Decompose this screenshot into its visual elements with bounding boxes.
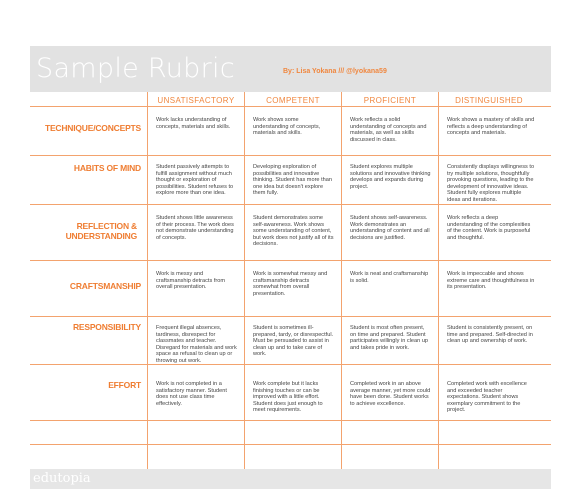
row-label-habits-of-mind: HABITS OF MIND	[73, 163, 141, 173]
author-byline: By: Lisa Yokana /// @lyokana59	[283, 68, 387, 75]
rubric-table	[30, 92, 551, 469]
grid-line	[30, 155, 551, 156]
column-header-proficient: PROFICIENT	[363, 96, 417, 105]
grid-line	[30, 204, 551, 205]
rubric-cell: Student shows self-awareness. Work demonstrates an understanding of content and all decisions are justified.	[350, 215, 430, 241]
rubric-cell: Developing exploration of possibilities and innovative thinking. Student has more than one idea but doesn't explore them fully.	[253, 164, 332, 197]
grid-line	[30, 364, 551, 365]
grid-line	[30, 444, 551, 445]
grid-line	[30, 316, 551, 317]
edutopia-logo: edutopia	[33, 471, 91, 486]
rubric-cell: Work is messy and craftsmanship detracts from overall presentation.	[156, 271, 226, 291]
rubric-cell: Work lacks understanding of concepts, materials and skills.	[156, 117, 231, 130]
row-label-responsibility: RESPONSIBILITY	[72, 322, 141, 332]
grid-line	[30, 420, 551, 421]
column-header-unsatisfactory: UNSATISFACTORY	[157, 96, 235, 105]
grid-line	[30, 260, 551, 261]
rubric-sheet	[30, 46, 551, 489]
rubric-cell: Student shows little awareness of their process. The work does not demonstrate understanding of concepts.	[156, 215, 234, 241]
grid-line	[244, 92, 245, 469]
footer-bar	[30, 469, 551, 489]
row-label-reflection: REFLECTION & UNDERSTANDING	[65, 221, 137, 241]
rubric-cell: Work shows a mastery of skills and reflects a deep understanding of concepts and materials.	[447, 117, 535, 137]
rubric-cell: Student is most often present, on time and prepared. Student participates willingly in clean up and takes pride in work.	[350, 325, 429, 351]
rubric-cell: Work shows some understanding of concepts, materials and skills.	[253, 117, 321, 137]
page-title: Sample Rubric	[36, 53, 235, 84]
grid-line	[30, 106, 551, 107]
title-banner	[30, 46, 551, 92]
rubric-cell: Work is impeccable and shows extreme care and thoughtfulness in its presentation.	[447, 271, 535, 291]
rubric-cell: Completed work in an above average manner, yet more could have been done. Student works to achieve excellence.	[350, 381, 431, 407]
rubric-cell: Work is not completed in a satisfactory manner. Student does not use class time effectively.	[156, 381, 227, 407]
rubric-cell: Work reflects a solid understanding of concepts and materials, as well as skills discussed in class.	[350, 117, 427, 143]
rubric-cell: Frequent illegal absences, tardiness, disrespect for classmates and teacher. Disregard for materials and work space as refusal to clean up or throwing out work.	[156, 325, 237, 364]
rubric-cell: Student explores multiple solutions and innovative thinking develops and expands during project.	[350, 164, 431, 190]
grid-line	[341, 92, 342, 469]
row-label-craftsmanship: CRAFTSMANSHIP	[69, 281, 141, 291]
column-header-competent: COMPETENT	[266, 96, 320, 105]
rubric-cell: Student is consistently present, on time and prepared. Self-directed in clean up and ownership of work.	[447, 325, 533, 345]
rubric-cell: Work reflects a deep understanding of the complexities of the content. Work is purposeful and thoughtful.	[447, 215, 531, 241]
column-header-distinguished: DISTINGUISHED	[455, 96, 523, 105]
row-label-technique: TECHNIQUE/CONCEPTS	[44, 123, 141, 133]
rubric-cell: Student is sometimes ill-prepared, tardy, or disrespectful. Must be persuaded to assist in clean up and to take care of work.	[253, 325, 334, 358]
rubric-cell: Completed work with excellence and exceeded teacher expectations. Student shows exemplary commitment to the project.	[447, 381, 527, 414]
row-label-effort: EFFORT	[108, 380, 141, 390]
rubric-cell: Work complete but it lacks finishing touches or can be improved with a little effort. Student does just enough to meet requirements.	[253, 381, 323, 414]
rubric-cell: Work is somewhat messy and craftsmanship detracts somewhat from overall presentation.	[253, 271, 328, 297]
rubric-cell: Consistently displays willingness to try multiple solutions, thoughtfully provoking questions, leading to the development of innovative ideas. Student fully explores multiple ideas and iterations.	[447, 164, 535, 203]
rubric-cell: Student demonstrates some self-awareness. Work shows some understanding of content, but work does not justify all of its decisions.	[253, 215, 334, 248]
grid-line	[438, 92, 439, 469]
grid-line	[147, 92, 148, 469]
rubric-cell: Student passively attempts to fulfill assignment without much thought or exploration of possibilities. Student refuses to explore more than one idea.	[156, 164, 234, 197]
rubric-cell: Work is neat and craftsmanship is solid.	[350, 271, 429, 284]
